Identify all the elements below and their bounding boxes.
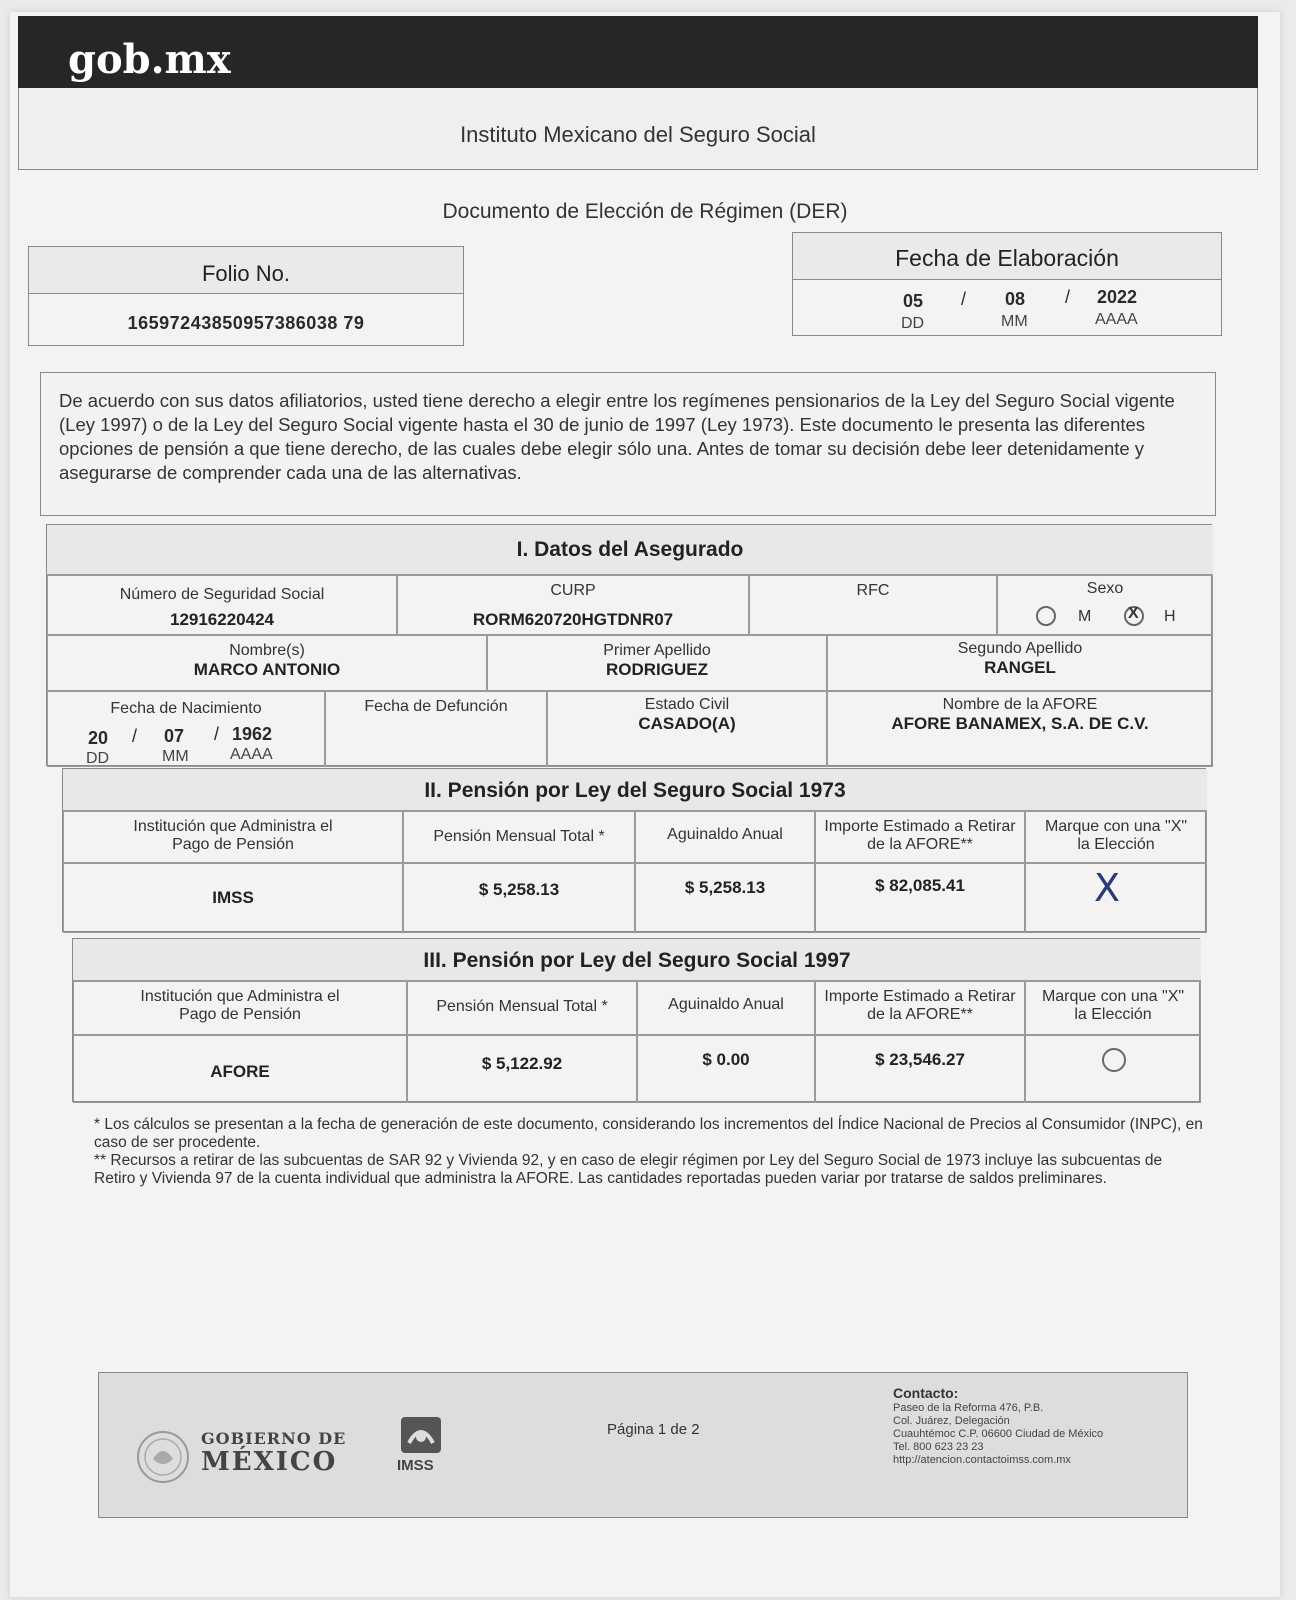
- s3-importe-cell: [815, 1035, 1025, 1103]
- section2-header: [63, 769, 1207, 811]
- contact-line: Paseo de la Reforma 476, P.B.: [893, 1402, 1044, 1414]
- imss-logo-icon: [399, 1415, 443, 1455]
- sexo-m-label: M: [1078, 608, 1092, 625]
- primer-apellido-value: RODRIGUEZ: [606, 660, 708, 679]
- document-title: Documento de Elección de Régimen (DER): [442, 200, 848, 223]
- afore-cell: [827, 691, 1213, 767]
- fecha-year: 2022: [1097, 287, 1138, 307]
- curp-cell: [397, 575, 749, 635]
- nac-sep: /: [214, 724, 220, 744]
- fecha-aaaa: AAAA: [1095, 311, 1138, 328]
- nombre-value: MARCO ANTONIO: [193, 660, 341, 679]
- contact-line: Tel. 800 623 23 23: [893, 1441, 984, 1453]
- footnotes: [94, 1116, 1204, 1188]
- nac-day: 20: [88, 728, 109, 748]
- segundo-apellido-label: Segundo Apellido: [957, 640, 1083, 657]
- section-datos-asegurado: [46, 524, 1212, 766]
- s3-col4-label: Importe Estimado a Retirar de la AFORE**: [824, 988, 1016, 1023]
- footnote-2: ** Recursos a retirar de las subcuentas de SAR 92 y Vivienda 92, y en caso de elegir régimen por Ley del Seguro Social de 1973 incluye las subcuentas de Retiro y Vivienda 97 de la cuenta individual que administra la AFORE. Las cantidades reportadas pueden variar por tratarse de saldos preliminares.: [94, 1152, 1163, 1187]
- nacimiento-label: Fecha de Nacimiento: [110, 700, 262, 717]
- nac-mm: MM: [162, 748, 189, 765]
- fecha-elaboracion-box: [792, 232, 1222, 336]
- s3-importe-value: $ 23,546.27: [875, 1050, 965, 1069]
- nac-month: 07: [164, 726, 185, 746]
- defuncion-cell: [325, 691, 547, 767]
- intro-paragraph: De acuerdo con sus datos afiliatorios, usted tiene derecho a elegir entre los regímenes pensionarios de la Ley del Seguro Social vigente (Ley 1997) o de la Ley del Seguro Social vigente hasta el 30 de junio de 1997 (Ley 1973). Este documento le presenta las diferentes opciones de pensión a que tiene derecho, de las cuales debe elegir sólo una. Antes de tomar su decisión debe leer detenidamente y asegurarse de comprender cada una de las alternativas.: [40, 372, 1216, 516]
- mexico-seal-icon: [135, 1429, 191, 1485]
- fecha-mm: MM: [1001, 313, 1028, 330]
- primer-apellido-cell: [487, 635, 827, 691]
- nombre-label: Nombre(s): [229, 642, 305, 659]
- s2-inst-cell: [63, 863, 403, 933]
- section3-header: [73, 939, 1201, 981]
- nacimiento-cell: [47, 691, 325, 767]
- contact-title: Contacto:: [893, 1385, 959, 1401]
- nss-label: Número de Seguridad Social: [119, 586, 325, 603]
- nac-year: 1962: [232, 724, 273, 744]
- s2-col2: [403, 811, 635, 863]
- s3-col4: [815, 981, 1025, 1035]
- fecha-day: 05: [903, 291, 924, 311]
- s2-col1: [63, 811, 403, 863]
- fecha-month: 08: [1005, 289, 1026, 309]
- footnote-1: * Los cálculos se presentan a la fecha de generación de este documento, considerando los incrementos del Índice Nacional de Precios al Consumidor (INPC), en caso de ser procedente.: [94, 1116, 1203, 1151]
- s2-aguinaldo-cell: [635, 863, 815, 933]
- s2-col4: [815, 811, 1025, 863]
- sexo-label: Sexo: [1086, 580, 1124, 597]
- contact-block: [893, 1387, 1173, 1467]
- folio-box: [28, 246, 464, 346]
- gobierno-de-logo-text: GOBIERNO DE: [201, 1429, 347, 1448]
- fecha-dd: DD: [901, 315, 925, 332]
- s3-pension-cell: [407, 1035, 637, 1103]
- gobmx-header: [18, 16, 1258, 88]
- fecha-sep: /: [961, 289, 967, 309]
- s3-choice-radio[interactable]: [1102, 1048, 1126, 1072]
- primer-apellido-label: Primer Apellido: [603, 642, 711, 659]
- footer: [98, 1372, 1188, 1518]
- sexo-h-label: H: [1164, 608, 1176, 625]
- nac-sep: /: [132, 726, 138, 746]
- page-indicator: Página 1 de 2: [607, 1421, 700, 1438]
- estado-civil-value: CASADO(A): [638, 714, 736, 733]
- nss-cell: [47, 575, 397, 635]
- s2-aguinaldo-value: $ 5,258.13: [684, 878, 766, 897]
- nss-value: 12916220424: [169, 610, 274, 629]
- sexo-h-mark: X: [1128, 605, 1139, 622]
- folio-value: 16597243850957386038 79: [127, 313, 365, 333]
- estado-civil-label: Estado Civil: [644, 696, 730, 713]
- contact-url[interactable]: http://atencion.contactoimss.com.mx: [893, 1454, 1071, 1466]
- s2-col5-label: Marque con una "X" la Elección: [1044, 818, 1188, 853]
- section1-header: [47, 525, 1213, 575]
- segundo-apellido-cell: [827, 635, 1213, 691]
- s3-aguinaldo-value: $ 0.00: [702, 1050, 750, 1069]
- segundo-apellido-value: RANGEL: [984, 658, 1056, 677]
- s3-col5: [1025, 981, 1201, 1035]
- s3-pension-value: $ 5,122.92: [481, 1054, 563, 1073]
- curp-value: RORM620720HGTDNR07: [472, 610, 674, 629]
- institution-box: [18, 88, 1258, 170]
- contact-line: Col. Juárez, Delegación: [893, 1415, 1010, 1427]
- s3-col1-label: Institución que Administra el Pago de Pensión: [140, 988, 340, 1023]
- s3-col5-label: Marque con una "X" la Elección: [1041, 988, 1185, 1023]
- section3-title: III. Pensión por Ley del Seguro Social 1997: [423, 949, 851, 972]
- afore-label: Nombre de la AFORE: [942, 696, 1098, 713]
- sexo-m-radio[interactable]: [1036, 606, 1056, 626]
- folio-label: Folio No.: [201, 261, 291, 286]
- rfc-cell: [749, 575, 997, 635]
- s3-col1: [73, 981, 407, 1035]
- section1-title: I. Datos del Asegurado: [516, 538, 744, 561]
- fecha-label: Fecha de Elaboración: [895, 245, 1119, 271]
- s2-importe-value: $ 82,085.41: [875, 876, 965, 895]
- s2-choice-cell[interactable]: [1025, 863, 1207, 933]
- curp-label: CURP: [550, 582, 596, 599]
- section-ley-1997: [72, 938, 1200, 1102]
- section2-title: II. Pensión por Ley del Seguro Social 1973: [424, 779, 846, 802]
- s2-inst-value: IMSS: [212, 888, 254, 907]
- s2-pension-cell: [403, 863, 635, 933]
- s3-choice-cell[interactable]: [1025, 1035, 1201, 1103]
- estado-civil-cell: [547, 691, 827, 767]
- s3-col2: [407, 981, 637, 1035]
- handwritten-x-mark: X: [1094, 866, 1121, 910]
- institution-name: Instituto Mexicano del Seguro Social: [460, 122, 816, 147]
- imss-logo-text: IMSS: [397, 1457, 434, 1474]
- section-ley-1973: [62, 768, 1206, 932]
- document-page: [10, 12, 1280, 1597]
- mexico-logo-text: MÉXICO: [201, 1447, 338, 1477]
- s3-aguinaldo-cell: [637, 1035, 815, 1103]
- s2-col3-label: Aguinaldo Anual: [667, 826, 783, 843]
- fecha-sep: /: [1065, 287, 1071, 307]
- s3-col2-label: Pensión Mensual Total *: [436, 998, 608, 1015]
- afore-value: AFORE BANAMEX, S.A. DE C.V.: [891, 714, 1149, 733]
- s3-inst-cell: [73, 1035, 407, 1103]
- rfc-label: RFC: [856, 582, 890, 599]
- contact-line: Cuauhtémoc C.P. 06600 Ciudad de México: [893, 1428, 1104, 1440]
- s2-importe-cell: [815, 863, 1025, 933]
- s2-col5: [1025, 811, 1207, 863]
- nac-dd: DD: [86, 750, 110, 767]
- nac-aaaa: AAAA: [230, 746, 273, 763]
- s3-col3: [637, 981, 815, 1035]
- s2-col2-label: Pensión Mensual Total *: [433, 828, 605, 845]
- s3-inst-value: AFORE: [210, 1062, 270, 1081]
- s2-pension-value: $ 5,258.13: [478, 880, 560, 899]
- s2-col3: [635, 811, 815, 863]
- s2-col4-label: Importe Estimado a Retirar de la AFORE**: [824, 818, 1016, 853]
- defuncion-label: Fecha de Defunción: [364, 698, 508, 715]
- nombre-cell: [47, 635, 487, 691]
- s2-col1-label: Institución que Administra el Pago de Pensión: [133, 818, 333, 853]
- gobmx-logo: gob.mx: [68, 36, 231, 83]
- sexo-cell: [997, 575, 1213, 635]
- s3-col3-label: Aguinaldo Anual: [668, 996, 784, 1013]
